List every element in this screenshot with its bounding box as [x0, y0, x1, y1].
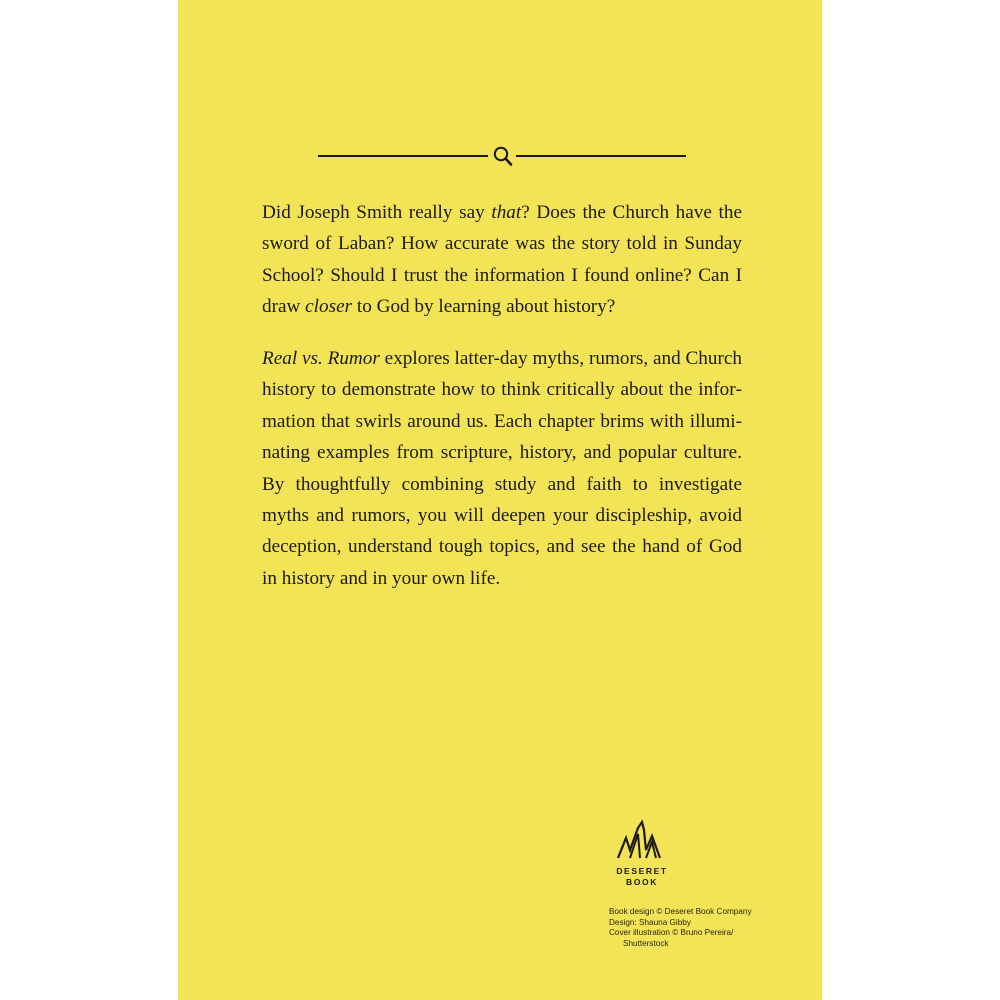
deseret-book-mark-icon [616, 820, 668, 862]
credit-line: Design: Shauna Gibby [609, 917, 691, 927]
credit-line: Book design © Deseret Book Company [609, 907, 752, 916]
blurb-description: Real vs. Rumor explores latter-day myths, rumors, and Church history to demonstrate how to think critically about the information that swirls around us. Each chapter brims with illuminating examples from scripture, history, and popular culture. By thoughtfully combining study and faith to investigate myths and rumors, you will deepen your discipleship, avoid deception, understand tough topics, and see the hand of God in history and in your own life. [262, 348, 742, 589]
divider-line-left [318, 155, 488, 157]
publisher-name-line1: DESERET [616, 866, 668, 876]
magnifying-glass-icon [492, 144, 514, 168]
blurb-questions: Did Joseph Smith really say that? Does the Church have the sword of Laban? How accurate was the story told in Sunday School? Should I trust the information I found online? Can I draw closer to God by learning about history? [262, 202, 742, 318]
ornamental-divider [318, 144, 686, 168]
credit-line: Shutterstock [623, 938, 669, 948]
back-cover [178, 0, 822, 1000]
book-title-reference: Real vs. Rumor [262, 348, 380, 369]
credit-line: Cover illustration © Bruno Pereira/ [609, 928, 734, 938]
design-credits [609, 907, 809, 949]
deseret-book-logo [602, 820, 682, 892]
divider-line-right [516, 155, 686, 157]
publisher-name-line2: BOOK [626, 877, 658, 887]
